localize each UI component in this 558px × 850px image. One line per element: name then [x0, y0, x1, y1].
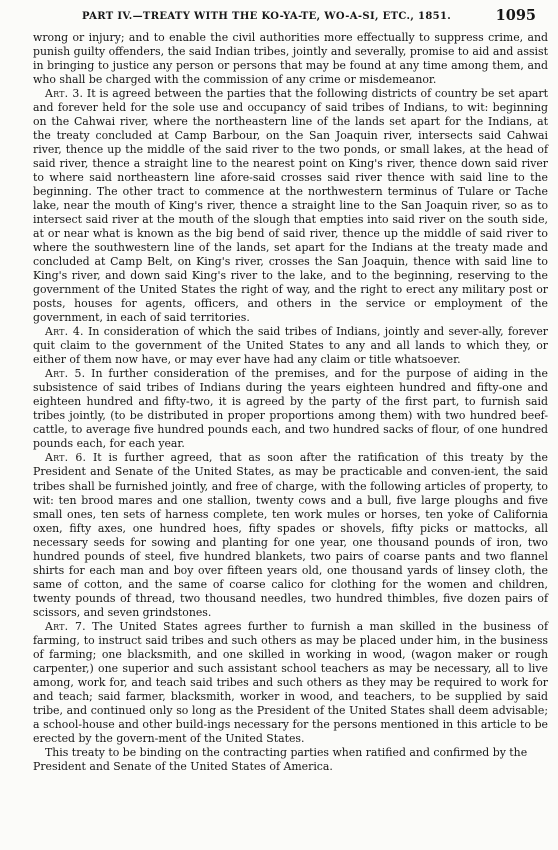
- continuation-paragraph: wrong or injury; and to enable the civil authorities more effectually to suppress crime, and punish guilty offenders, the said Indian tribes, jointly and severally, promise to aid and assist in bringing to justice any person or persons that may be found at any time among them, and who shall be charged with the commission of any crime or misdemeanor.: [33, 31, 548, 87]
- article-text: It is agreed between the parties that the following districts of country be set apart and forever held for the sole use and occupancy of said tribes of Indians, to wit: beginning on the Cahwai river, where the northeastern line of the lands set apart for the Indians, at the treaty concluded at Camp Barbour, on the San Joaquin river, intersects said Cahwai river, thence up the middle of the said river to the two ponds, or small lakes, at the head of said river, thence a straight line to the nearest point on King's river, thence down said river to where said northeastern line afore-said crosses said river thence with said line to the beginning. The other tract to commence at the northwestern terminus of Tulare or Tache lake, near the mouth of King's river, thence a straight line to the San Joaquin river, so as to intersect said river at the mouth of the slough that empties into said river on the south side, at or near what is known as the big bend of said river, thence up the middle of said river to where the southwestern line of the lands, set apart for the Indians at the treaty made and concluded at Camp Belt, on King's river, crosses the San Joaquin, thence with said line to King's river, and down said King's river to the lake, and to the beginning, reserving to the government of the United States the right of way, and the right to erect any military post or posts, houses for agents, officers, and others in the service or employment of the government, in each of said territories.: [33, 87, 548, 325]
- body-text: [33, 31, 548, 774]
- running-head: PART IV.—TREATY WITH THE KO-YA-TE, WO-A-SI, ETC., 1851.: [82, 11, 452, 22]
- article-label: Art. 7.: [45, 619, 86, 633]
- article-label: Art. 5.: [45, 367, 86, 381]
- article-text: In further consideration of the premises, and for the purpose of aiding in the subsistence of said tribes of Indians during the years eighteen hundred and fifty-one and eighteen hundred and fifty-two, it is agreed by the party of the first part, to furnish said tribes jointly, (to be distributed in proper proportions among them) with two hundred beef-cattle, to average five hundred pounds each, and two hundred sacks of flour, of one hundred pounds each, for each year.: [33, 367, 548, 451]
- article-label: Art. 3.: [45, 87, 84, 101]
- article-text: In consideration of which the said tribes of Indians, jointly and sever-ally, forever quit claim to the government of the United States to any and all lands to which they, or either of them now have, or may ever have had any claim or title whatsoever.: [33, 325, 548, 367]
- article-5: [33, 367, 548, 451]
- article-text: The United States agrees further to furnish a man skilled in the business of farming, to instruct said tribes and such others as may be placed under him, in the business of farming; one blacksmith, and one skilled in working in wood, (wagon maker or rough carpenter,) one superior and such assistant school teachers as may be necessary, all to live among, work for, and teach said tribes and such others as they may be required to work for and teach; said farmer, blacksmith, worker in wood, and teachers, to be supplied by said tribe, and continued only so long as the President of the United States shall deem advisable; a school-house and other build-ings necessary for the persons mentioned in this article to be erected by the govern-ment of the United States.: [33, 619, 548, 745]
- article-7: [33, 620, 548, 746]
- page-header: [24, 7, 536, 25]
- article-3: [33, 87, 548, 325]
- article-6: [33, 451, 548, 619]
- article-4: [33, 325, 548, 367]
- article-text: It is further agreed, that as soon after the ratification of this treaty by the President and Senate of the United States, as may be practicable and conven-ient, the said tribes shall be furnished jointly, and free of charge, with the following articles of property, to wit: ten brood mares and one stallion, twenty cows and a bull, five large ploughs and five small ones, ten sets of harness complete, ten work mules or horses, ten yoke of California oxen, fifty axes, one hundred hoes, fifty spades or shovels, fifty picks or mattocks, all necessary seeds for sowing and planting for one year, one thousand pounds of iron, two hundred pounds of steel, five hundred blankets, two pairs of coarse pants and two flannel shirts for each man and boy over fifteen years old, one thousand yards of linsey cloth, the same of cotton, and the same of coarse calico for clothing for the women and children, twenty pounds of thread, two thousand needles, two hundred thimbles, five dozen pairs of scissors, and seven grindstones.: [33, 451, 548, 619]
- page-number: 1095: [495, 7, 536, 24]
- article-label: Art. 6.: [45, 451, 87, 465]
- closing-paragraph: This treaty to be binding on the contracting parties when ratified and confirmed by the President and Senate of the United States of America.: [33, 745, 528, 773]
- article-label: Art. 4.: [45, 325, 84, 339]
